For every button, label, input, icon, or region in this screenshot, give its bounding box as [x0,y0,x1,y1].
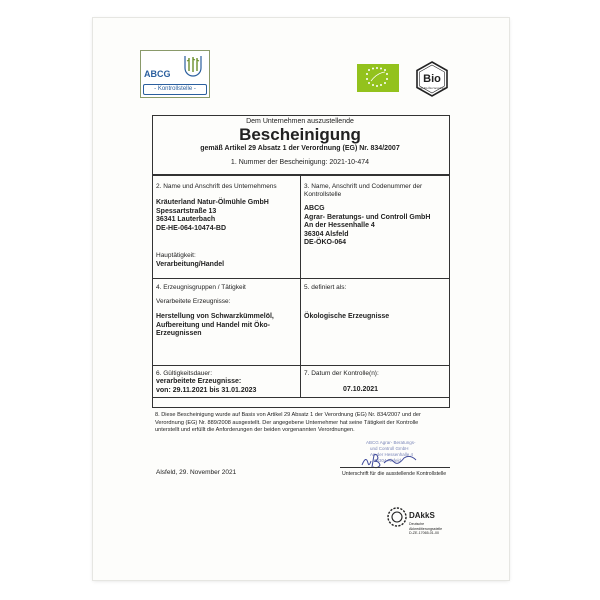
activity-value: Verarbeitung/Handel [156,261,225,268]
bio-seal-ring-text: nach EG-Öko-Verordnung [418,87,446,90]
wheat-emblem-icon [182,54,204,78]
validity-period: von: 29.11.2021 bis 31.01.2023 [156,386,257,394]
company-name: Kräuterland Natur-Ölmühle GmbH [156,199,269,206]
grid-divider-row2 [152,365,450,366]
grid-divider-row3 [152,397,450,398]
control-body-name: ABCG [304,205,325,212]
abcg-logo [140,50,210,98]
activity-label: Hauptätigkeit: [156,252,196,259]
stamp-line1: ABCG Agrar- Beratungs- [366,440,416,445]
company-code: DE-HE-064-10474-BD [156,224,227,232]
section4-sublabel: Verarbeitete Erzeugnisse: [156,298,231,305]
dakks-line1: Deutsche [409,522,425,526]
section8-text-line1: 8. Diese Bescheinigung wurde auf Basis von Artikel 29 Absatz 1 der Verordnung (EG) Nr. 834/2007 und der [155,412,421,418]
abcg-logo-subtitle: - Kontrollstelle - [143,84,207,95]
place-date: Alsfeld, 29. November 2021 [156,469,237,476]
certificate-number: 1. Nummer der Bescheinigung: 2021-10-474 [230,159,370,166]
eu-organic-logo [357,64,399,92]
page-title: Bescheinigung [239,125,361,144]
company-street: Spessartstraße 13 [156,207,217,215]
grid-divider-row1 [152,278,450,279]
stamp-line4: 36304 Alsfeld [374,458,402,463]
product-line-2: Aufbereitung und Handel mit Öko- [156,321,270,329]
section2-label: 2. Name und Anschrift des Unternehmens [156,183,277,190]
section3-label-line1: 3. Name, Anschrift und Codenummer der [304,183,423,190]
company-city: 36341 Lauterbach [156,216,216,223]
section3-label-line2: Kontrollstelle [304,191,342,198]
dakks-name: DAkkS [409,511,435,520]
section6-label: 6. Gültigkeitsdauer: [156,370,213,377]
stamp-line3: An der Hessenhalle 4 [370,452,414,457]
grid-divider-vertical [300,175,301,397]
dakks-emblem-icon [386,506,408,528]
section4-label: 4. Erzeugnisgruppen / Tätigkeit [156,284,246,291]
inspection-date: 07.10.2021 [343,386,379,393]
control-body-street: An der Hessenhalle 4 [304,222,375,229]
signature-caption: Unterschrift für die ausstellende Kontrollstelle [342,471,447,477]
dakks-line2: Akkreditierungsstelle [409,526,443,531]
control-body-city: 36304 Alsfeld [304,230,349,238]
bio-seal-label: Bio [423,73,441,85]
product-line-3: Erzeugnissen [156,330,202,337]
pre-title: Dem Unternehmen auszustellende [246,118,354,125]
section7-label: 7. Datum der Kontrolle(n): [304,370,379,377]
section5-value: Ökologische Erzeugnisse [304,313,390,320]
stamp-line2: und Controll GmbH [370,446,409,451]
control-body-code: DE-ÖKO-064 [304,239,347,246]
eu-leaf-icon [357,64,399,92]
section8-text-line3: unterstellt und erfüllt die Anforderungen der beiden vorgenannten Verordnungen. [155,427,355,433]
product-line-1: Herstellung von Schwarzkümmelöl, [156,313,274,320]
dakks-line3: D-ZE-17065-01-00 [409,531,439,535]
abcg-logo-name: ABCG [144,69,171,79]
section8-text-line2: Verordnung (EG) Nr. 889/2008 ausgestellt. Der angegebene Unternehmer hat seine Tätigkeit der Kontrolle [155,419,419,426]
control-body-fullname: Agrar- Beratungs- und Controll GmbH [304,213,431,221]
bio-seal-icon [414,61,450,97]
signature-line [340,467,450,468]
section6-sublabel: verarbeitete Erzeugnisse: [156,378,242,385]
regulation-subtitle: gemäß Artikel 29 Absatz 1 der Verordnung (EG) Nr. 834/2007 [200,145,400,152]
section5-label: 5. definiert als: [304,284,347,291]
